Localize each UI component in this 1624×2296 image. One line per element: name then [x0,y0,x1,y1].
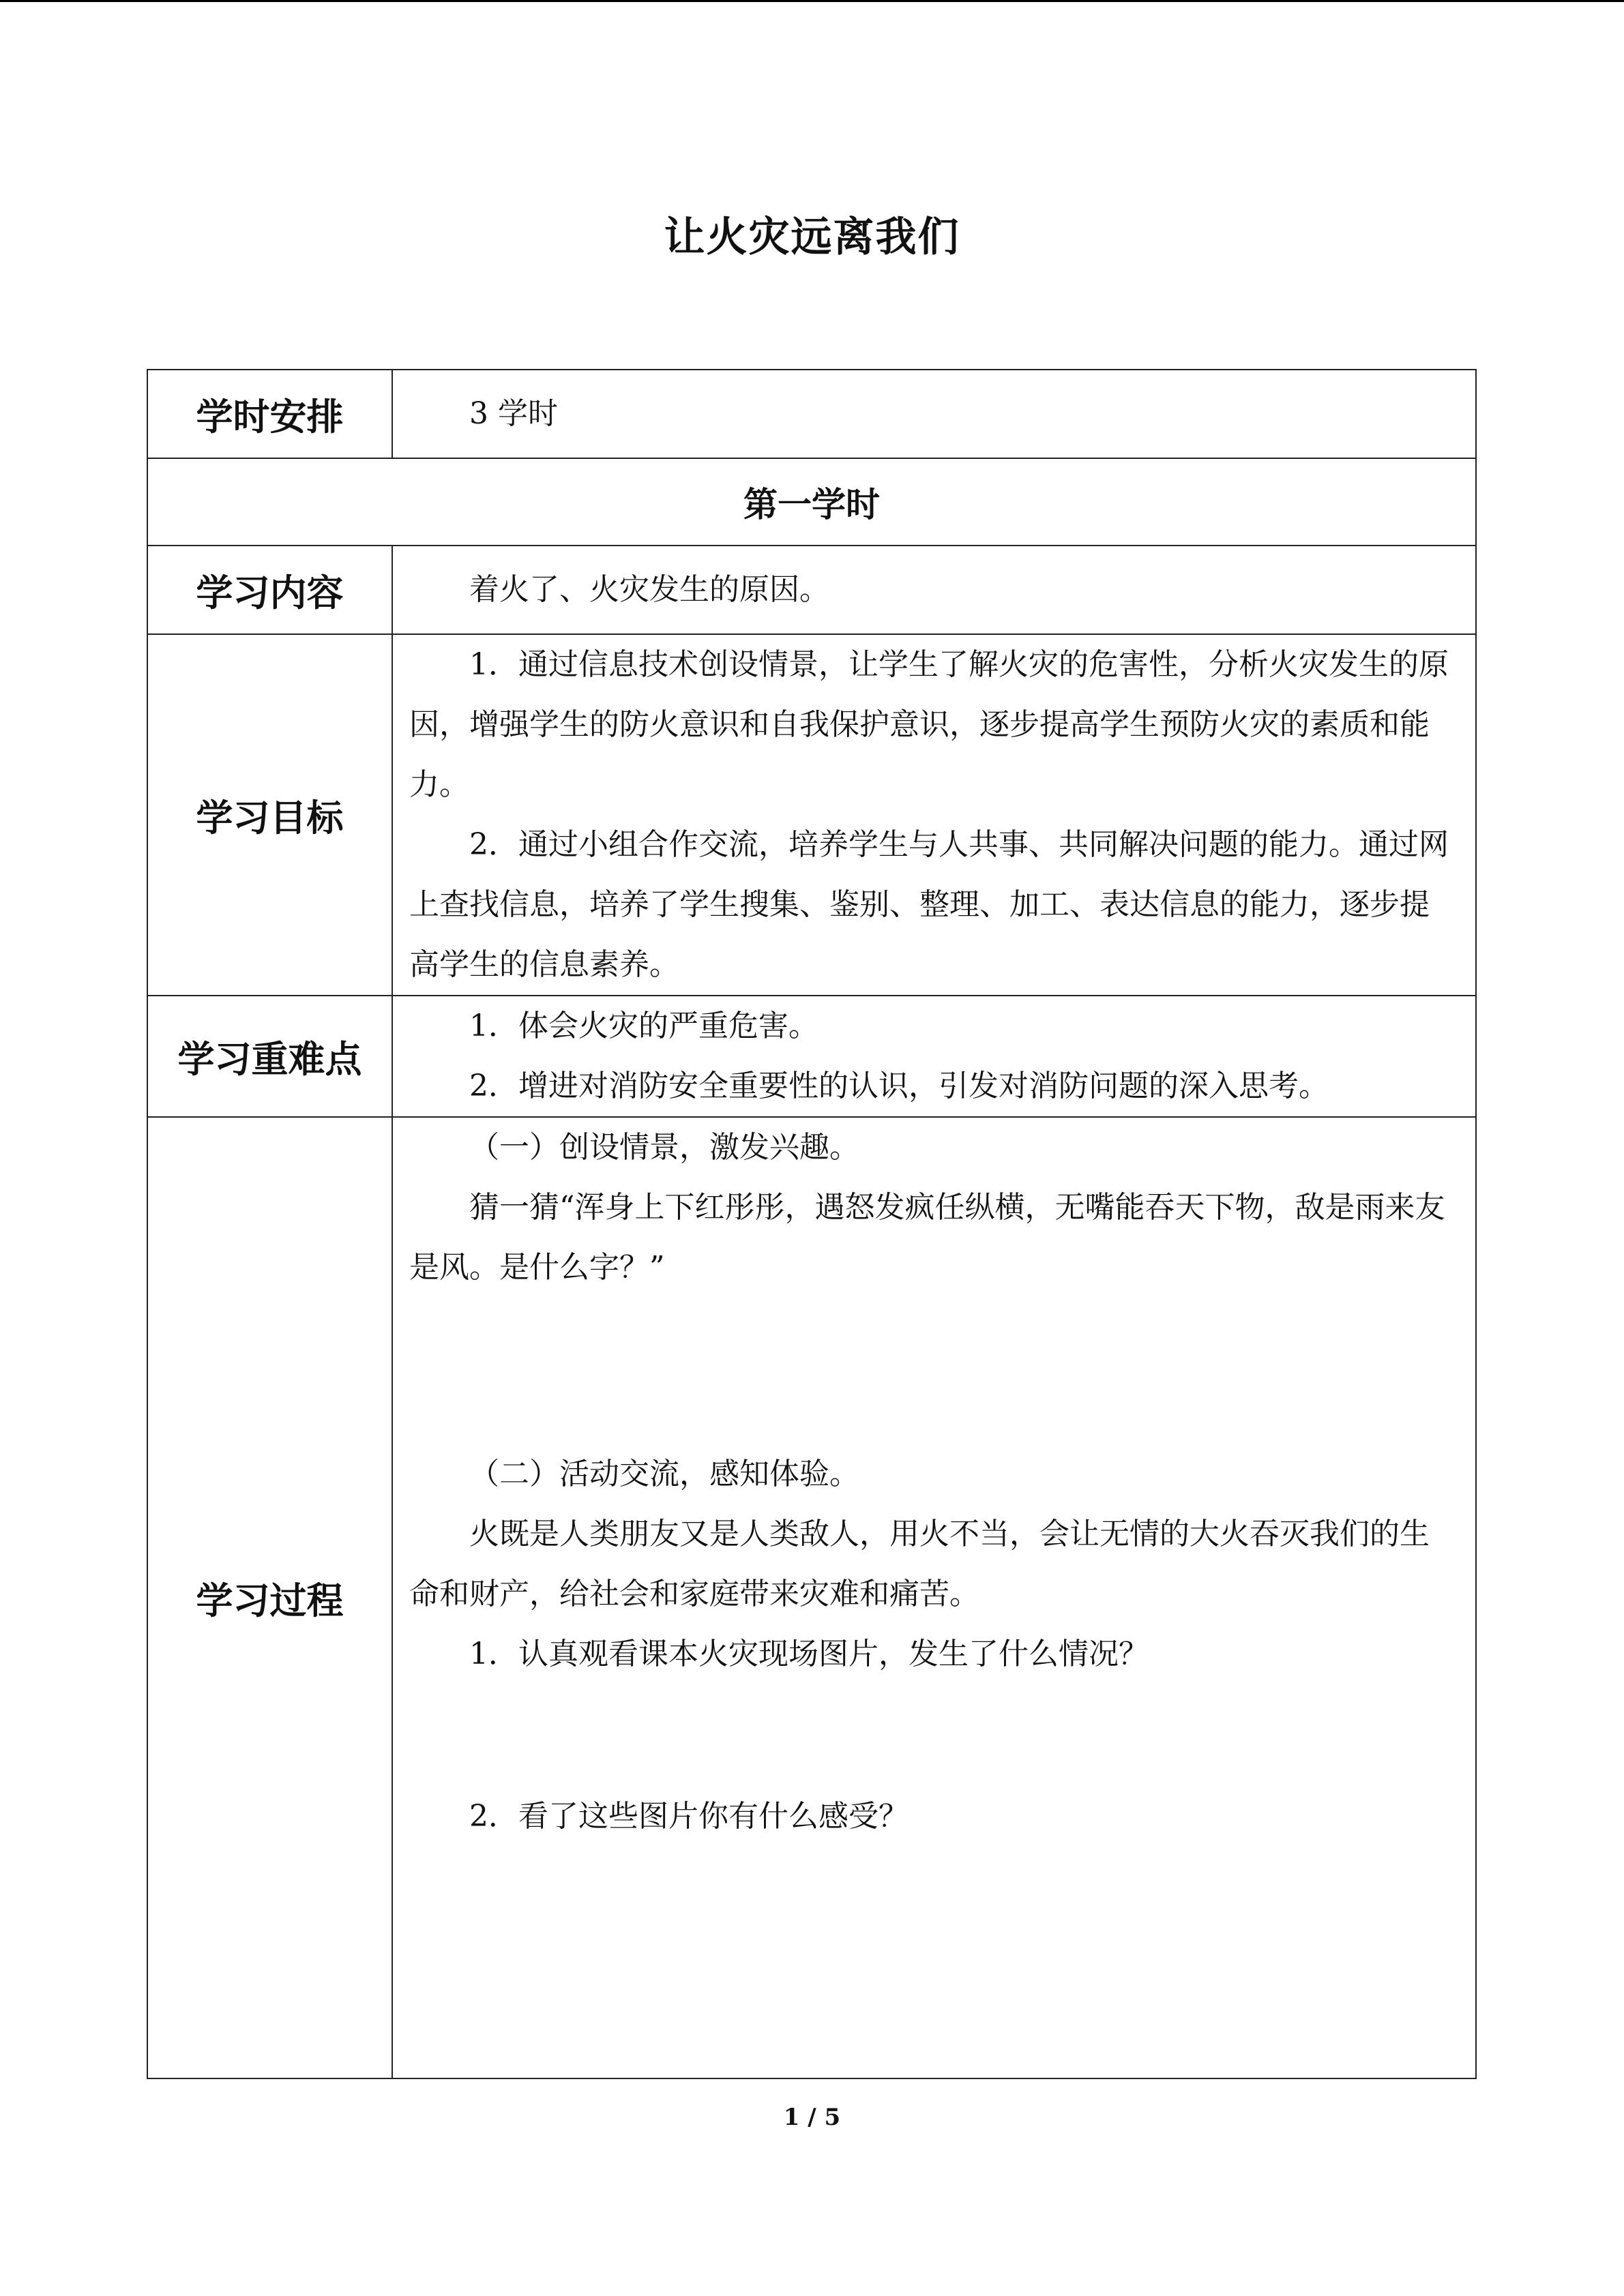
goal-item-1: 1．通过信息技术创设情景，让学生了解火灾的危害性，分析火灾发生的原因，增强学生的防火意识和自我保护意识，逐步提高学生预防火灾的素质和能力。 [409,647,1449,802]
table-row-process [147,1117,1476,2078]
key-points-cell [392,996,1476,1117]
process-question-1: 1．认真观看课本火灾现场图片，发生了什么情况？ [469,1637,1149,1671]
section-heading: 第一学时 [147,458,1476,546]
process-question-2: 2．看了这些图片你有什么感受？ [469,1799,909,1834]
table-row-content [147,546,1476,634]
goal-item-2: 2．通过小组合作交流，培养学生与人共事、共同解决问题的能力。通过网上查找信息，培养了学生搜集、鉴别、整理、加工、表达信息的能力，逐步提高学生的信息素养。 [409,827,1449,982]
process-cell [392,1117,1476,2078]
answer-space-2 [393,1684,1475,1787]
goals-label: 学习目标 [147,634,392,996]
process-label: 学习过程 [147,1117,392,2078]
page-title: 让火灾远离我们 [664,213,960,261]
schedule-cell [392,370,1476,458]
answer-space-3 [393,1847,1475,1983]
schedule-value: 3 学时 [469,396,558,431]
process-part1-heading: （一）创设情景，激发兴趣。 [469,1130,859,1165]
table-row-schedule [147,370,1476,458]
schedule-label: 学时安排 [147,370,392,458]
process-intro: 火既是人类朋友又是人类敌人，用火不当，会让无情的大火吞灭我们的生命和财产，给社会和家庭带来灾难和痛苦。 [409,1517,1430,1611]
process-riddle: 猜一猜“浑身上下红彤彤，遇怒发疯任纵横，无嘴能吞天下物，敌是雨来友是风。是什么字？” [409,1190,1445,1285]
page-number: 1 / 5 [783,2104,841,2131]
goals-cell [392,634,1476,996]
table-row-section [147,458,1476,546]
table-row-goals [147,634,1476,996]
content-label: 学习内容 [147,546,392,634]
answer-space-1 [393,1298,1475,1444]
lesson-plan-table [147,369,1477,2079]
content-cell [392,546,1476,634]
key-points-label: 学习重难点 [147,996,392,1117]
table-row-key-points [147,996,1476,1117]
content-value: 着火了、火灾发生的原因。 [469,572,829,607]
key-point-item-2: 2．增进对消防安全重要性的认识，引发对消防问题的深入思考。 [469,1069,1329,1103]
top-border-line [0,0,1624,2]
key-point-item-1: 1．体会火灾的严重危害。 [469,1009,818,1043]
process-part2-heading: （二）活动交流，感知体验。 [469,1457,859,1491]
